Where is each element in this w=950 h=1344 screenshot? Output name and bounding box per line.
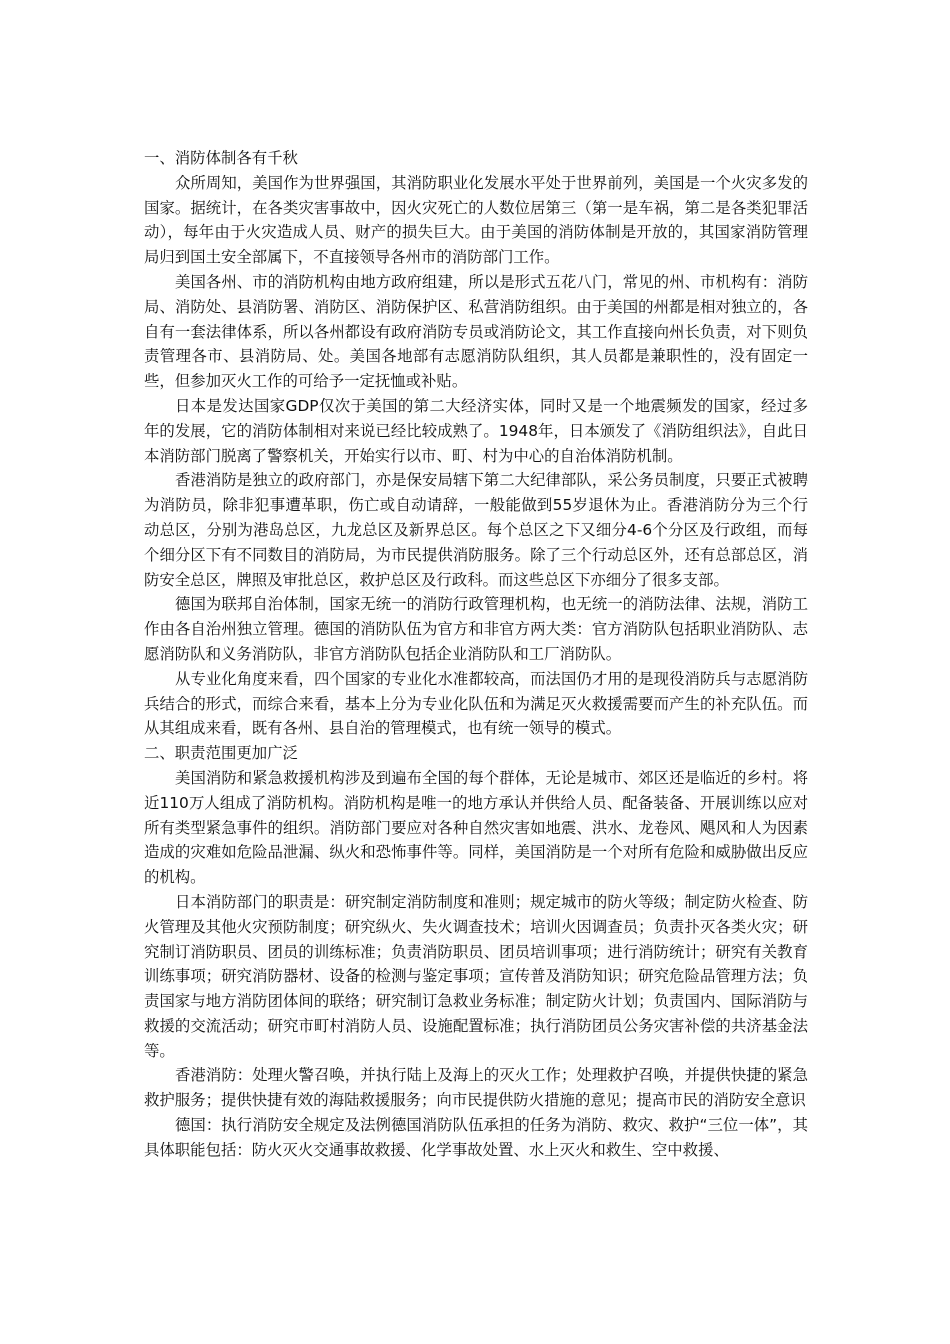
paragraph: 德国为联邦自治体制，国家无统一的消防行政管理机构，也无统一的消防法律、法规，消防工作由各自治州独立管理。德国的消防队伍为官方和非官方两大类：官方消防队包括职业消防队、志愿消防队和义务消防队，非官方消防队包括企业消防队和工厂消防队。 — [144, 595, 808, 663]
paragraph: 香港消防是独立的政府部门，亦是保安局辖下第二大纪律部队，采公务员制度，只要正式被聘为消防员，除非犯事遭革职，伤亡或自动请辞，一般能做到55岁退休为止。香港消防分为三个行动总区，分别为港岛总区，九龙总区及新界总区。每个总区之下又细分4-6个分区及行政组，而每个细分区下有不同数目的消防局，为市民提供消防服务。除了三个行动总区外，还有总部总区，消防安全总区，牌照及审批总区，救护总区及行政科。而这些总区下亦细分了很多支部。 — [144, 471, 808, 589]
paragraph: 德国：执行消防安全规定及法例德国消防队伍承担的任务为消防、救灾、救护“三位一体”，其具体职能包括：防火灭火交通事故救援、化学事故处置、水上灭火和救生、空中救援、 — [144, 1116, 808, 1159]
paragraph: 日本是发达国家GDP仅次于美国的第二大经济实体，同时又是一个地震频发的国家，经过多年的发展，它的消防体制相对来说已经比较成熟了。1948年，日本颁发了《消防组织法》，自此日本消防部门脱离了警察机关，开始实行以市、町、村为中心的自治体消防机制。 — [144, 396, 808, 465]
paragraph: 美国消防和紧急救援机构涉及到遍布全国的每个群体，无论是城市、郊区还是临近的乡村。将近110万人组成了消防机构。消防机构是唯一的地方承认并供给人员、配备装备、开展训练以应对所有类型紧急事件的组织。消防部门要应对各种自然灾害如地震、洪水、龙卷风、飓风和人为因素造成的灾难如危险品泄漏、纵火和恐怖事件等。同样，美国消防是一个对所有危险和威胁做出反应的机构。 — [144, 768, 808, 887]
section-heading: 一、消防体制各有千秋 — [144, 149, 298, 167]
section-heading: 二、职责范围更加广泛 — [144, 744, 298, 763]
document-body — [144, 146, 808, 1163]
paragraph: 美国各州、市的消防机构由地方政府组建，所以是形式五花八门，常见的州、市机构有：消防局、消防处、县消防署、消防区、消防保护区、私营消防组织。由于美国的州都是相对独立的，各自有一套法律体系，所以各州都设有政府消防专员或消防论文，其工作直接向州长负责，对下则负责管理各市、县消防局、处。美国各地部有志愿消防队组织，其人员都是兼职性的，没有固定一些，但参加灭火工作的可给予一定抚恤或补贴。 — [144, 272, 808, 391]
paragraph: 香港消防：处理火警召唤，并执行陆上及海上的灭火工作；处理救护召唤，并提供快捷的紧急救护服务；提供快捷有效的海陆救援服务；向市民提供防火措施的意见；提高市民的消防安全意识 — [144, 1066, 808, 1110]
paragraph: 众所周知，美国作为世界强国，其消防职业化发展水平处于世界前列，美国是一个火灾多发的国家。据统计，在各类灾害事故中，因火灾死亡的人数位居第三（第一是车祸，第二是各类犯罪活动），每年由于火灾造成人员、财产的损失巨大。由于美国的消防体制是开放的，其国家消防管理局归到国土安全部属下，不直接领导各州市的消防部门工作。 — [144, 173, 808, 267]
paragraph: 从专业化角度来看，四个国家的专业化水准都较高，而法国仍才用的是现役消防兵与志愿消防兵结合的形式，而综合来看，基本上分为专业化队伍和为满足灭火救援需要而产生的补充队伍。而从其组成来看，既有各州、县自治的管理模式，也有统一领导的模式。 — [144, 669, 808, 738]
paragraph: 日本消防部门的职责是：研究制定消防制度和准则；规定城市的防火等级；制定防火检查、防火管理及其他火灾预防制度；研究纵火、失火调查技术；培训火因调查员；负责扑灭各类火灾；研究制订消防职员、团员的训练标准；负责消防职员、团员培训事项；进行消防统计；研究有关教育训练事项；研究消防器材、设备的检测与鉴定事项；宣传普及消防知识；研究危险品管理方法；负责国家与地方消防团体间的联络；研究制订急救业务标准；制定防火计划；负责国内、国际消防与救援的交流活动；研究市町村消防人员、设施配置标准；执行消防团员公务灾害补偿的共济基金法等。 — [144, 892, 808, 1060]
